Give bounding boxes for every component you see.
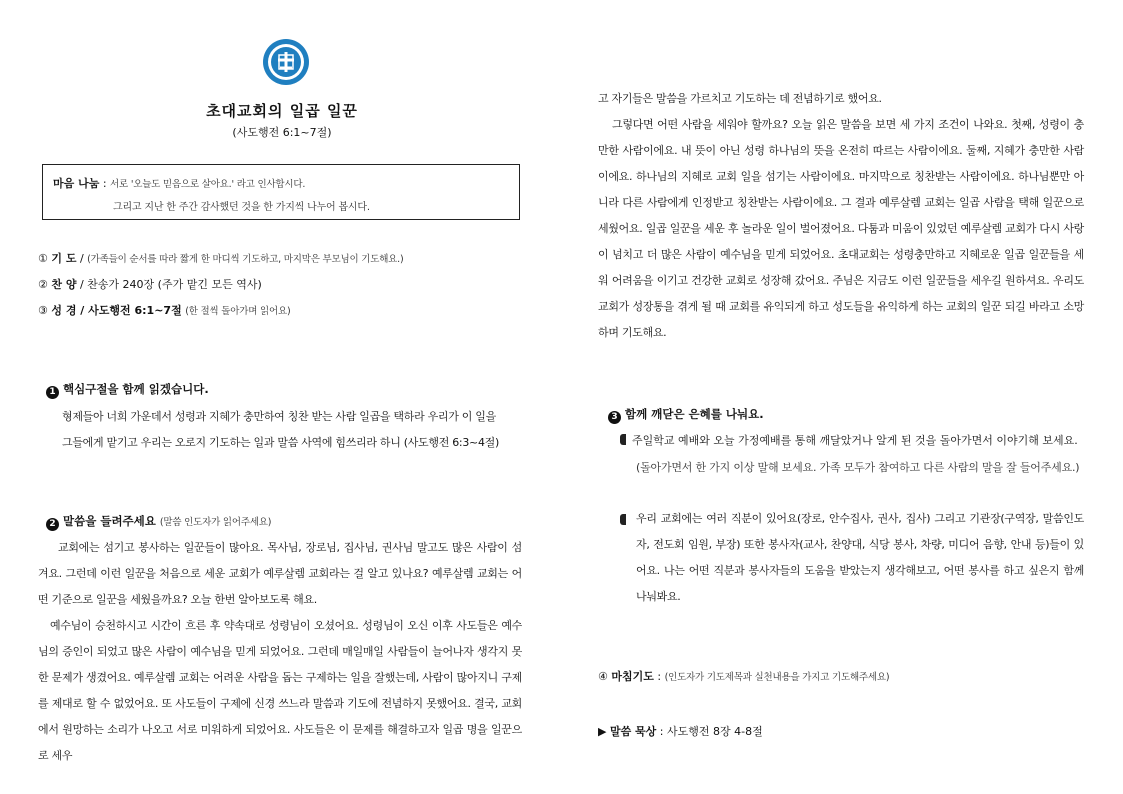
order-slash: /	[76, 252, 88, 265]
closing-label: 마침기도	[611, 670, 654, 683]
section2-note: (말씀 인도자가 읽어주세요)	[159, 517, 272, 528]
question-2	[620, 506, 1084, 610]
order-value: 찬송가 240장 (주가 맡긴 모든 역사)	[87, 278, 262, 291]
section3-title: 함께 깨닫은 은혜를 나눠요.	[625, 407, 764, 421]
section3-heading	[608, 406, 764, 424]
order-hymn	[38, 276, 262, 292]
page-title: 초대교회의 일곱 일꾼	[206, 102, 358, 120]
order-slash: /	[76, 304, 89, 317]
closing-sep: :	[653, 670, 665, 683]
order-label: 기 도	[51, 252, 77, 265]
sharing-text-2: 그리고 지난 한 주간 감사했던 것을 한 가지씩 나누어 봅시다.	[113, 202, 370, 213]
section-number: 1	[46, 386, 59, 399]
meditation-value: 사도행전 8장 4-8절	[667, 725, 763, 738]
section2-title: 말씀을 들려주세요	[63, 514, 156, 528]
closing-marker: ④	[598, 670, 608, 683]
section1-heading	[46, 381, 209, 399]
section-number: 3	[608, 411, 621, 424]
order-value: 사도행전 6:1~7절	[88, 304, 182, 317]
question-2-body: 우리 교회에는 여러 직분이 있어요(장로, 안수집사, 권사, 집사) 그리고 기관장(구역장, 말씀인도자, 전도회 임원, 부장) 또한 봉사자(교사, 찬양대, 식당 봉사, 차량, 미디어 음향, 안내 등)들이 있어요. 나는 어떤 직분과 봉사자들의 도움을 받았는지 생각해보고, 어떤 봉사를 하고 싶은지 함께 나눠봐요.	[636, 512, 1084, 603]
order-prayer	[38, 250, 404, 266]
play-arrow-icon: ▶	[598, 725, 607, 738]
order-marker: ②	[38, 278, 48, 291]
order-label: 성 경	[51, 304, 77, 317]
order-note: (한 절씩 돌아가며 읽어요)	[185, 306, 291, 317]
question-1-text: 주일학교 예배와 오늘 가정예배를 통해 깨달았거나 알게 된 것을 돌아가면서 이야기해 보세요.	[632, 434, 1078, 447]
question-1	[620, 432, 1078, 448]
key-verse-line-1: 형제들아 너희 가운데서 성령과 지혜가 충만하여 칭찬 받는 사람 일곱을 택하라 우리가 이 일을	[62, 410, 496, 423]
meditation-label: 말씀 묵상	[609, 725, 657, 738]
church-logo-icon	[262, 38, 310, 86]
order-note: (가족들이 순서를 따라 짧게 한 마디씩 기도하고, 마지막은 부모님이 기도해요.)	[87, 254, 404, 265]
order-slash: /	[76, 278, 88, 291]
sharing-sep: :	[99, 177, 111, 190]
closing-note: (인도자가 기도제목과 실천내용을 가지고 기도해주세요)	[664, 672, 890, 683]
section2-heading	[46, 513, 271, 531]
bullet-icon	[620, 514, 626, 525]
closing-prayer	[598, 668, 889, 684]
order-label: 찬 양	[51, 278, 77, 291]
meditation	[598, 723, 763, 739]
meditation-sep: :	[656, 725, 668, 738]
section1-title: 핵심구절을 함께 읽겠습니다.	[63, 382, 209, 396]
sharing-box	[42, 164, 520, 220]
order-marker: ①	[38, 252, 48, 265]
sharing-text-1: 서로 '오늘도 믿음으로 살아요.' 라고 인사합시다.	[110, 179, 306, 190]
sharing-label: 마음 나눔	[53, 177, 100, 190]
section-number: 2	[46, 518, 59, 531]
sermon-paragraph-4: 그렇다면 어떤 사람을 세워야 할까요? 오늘 읽은 말씀을 보면 세 가지 조건이 나와요. 첫째, 성령이 충만한 사람이에요. 내 뜻이 아닌 성령 하나님의 뜻을 온전히 따르는 사람이에요. 둘째, 지혜가 충만한 사람이에요. 하나님의 지혜로 교회 일을 섬기는 사람이에요. 마지막으로 칭찬받는 사람이에요. 하나님뿐만 아니라 다른 사람에게 인정받고 칭찬받는 사람이에요. 그 결과 예루살렘 교회는 일곱 사람을 택해 일꾼으로 세웠어요. 일곱 일꾼을 세운 후 놀라운 일이 벌어졌어요. 다툼과 미움이 있었던 예루살렘 교회가 다시 사랑이 넘치고 더 많은 사람이 예수님을 믿게 되었어요. 초대교회는 성령충만하고 지혜로운 일곱 일꾼들을 세워 어려움을 이기고 건강한 교회로 성장해 갔어요. 주님은 지금도 이런 일꾼들을 세우길 원하셔요. 우리도 교회가 성장통을 겪게 될 때 교회를 유익되게 하고 성도들을 유익하게 하는 교회의 일꾼 되길 바라고 소망하며 기도해요.	[598, 118, 1084, 339]
sermon-paragraph-3: 고 자기들은 말씀을 가르치고 기도하는 데 전념하기로 했어요.	[598, 92, 882, 105]
sermon-text-left	[38, 535, 522, 769]
order-marker: ③	[38, 304, 48, 317]
key-verse-line-2: 그들에게 맡기고 우리는 오로지 기도하는 일과 말씀 사역에 힘쓰리라 하니 (사도행전 6:3~4절)	[62, 436, 499, 449]
question-2-text	[620, 506, 1084, 610]
order-scripture	[38, 302, 290, 318]
bullet-icon	[620, 434, 626, 445]
sharing-line-1	[53, 175, 305, 191]
page-subtitle: (사도행전 6:1~7절)	[232, 126, 332, 139]
sermon-paragraph-2: 예수님이 승천하시고 시간이 흐른 후 약속대로 성령님이 오셨어요. 성령님이 오신 이후 사도들은 예수님의 증인이 되었고 많은 사람이 예수님을 믿게 되었어요. 그런데 매일매일 사람들이 늘어나자 생각지 못한 문제가 생겼어요. 예루살렘 교회는 어려운 사람을 돕는 구제하는 일을 잘했는데, 사람이 많아지니 구제를 제대로 할 수 없었어요. 또 사도들이 구제에 신경 쓰느라 말씀과 기도에 전념하지 못했어요. 결국, 교회에서 원망하는 소리가 나오고 서로 미워하게 되었어요. 사도들은 이 문제를 해결하고자 일곱 명을 일꾼으로 세우	[38, 619, 522, 762]
question-1-note: (돌아가면서 한 가지 이상 말해 보세요. 가족 모두가 참여하고 다른 사람의 말을 잘 들어주세요.)	[636, 461, 1080, 474]
sermon-paragraph-1: 교회에는 섬기고 봉사하는 일꾼들이 많아요. 목사님, 장로님, 집사님, 권사님 말고도 많은 사람이 섬겨요. 그런데 이런 일꾼을 처음으로 세운 교회가 예루살렘 교회라는 걸 알고 있나요? 예루살렘 교회는 어떤 기준으로 일꾼을 세웠을까요? 오늘 한번 알아보도록 해요.	[38, 541, 522, 606]
sermon-text-right	[598, 86, 1084, 346]
